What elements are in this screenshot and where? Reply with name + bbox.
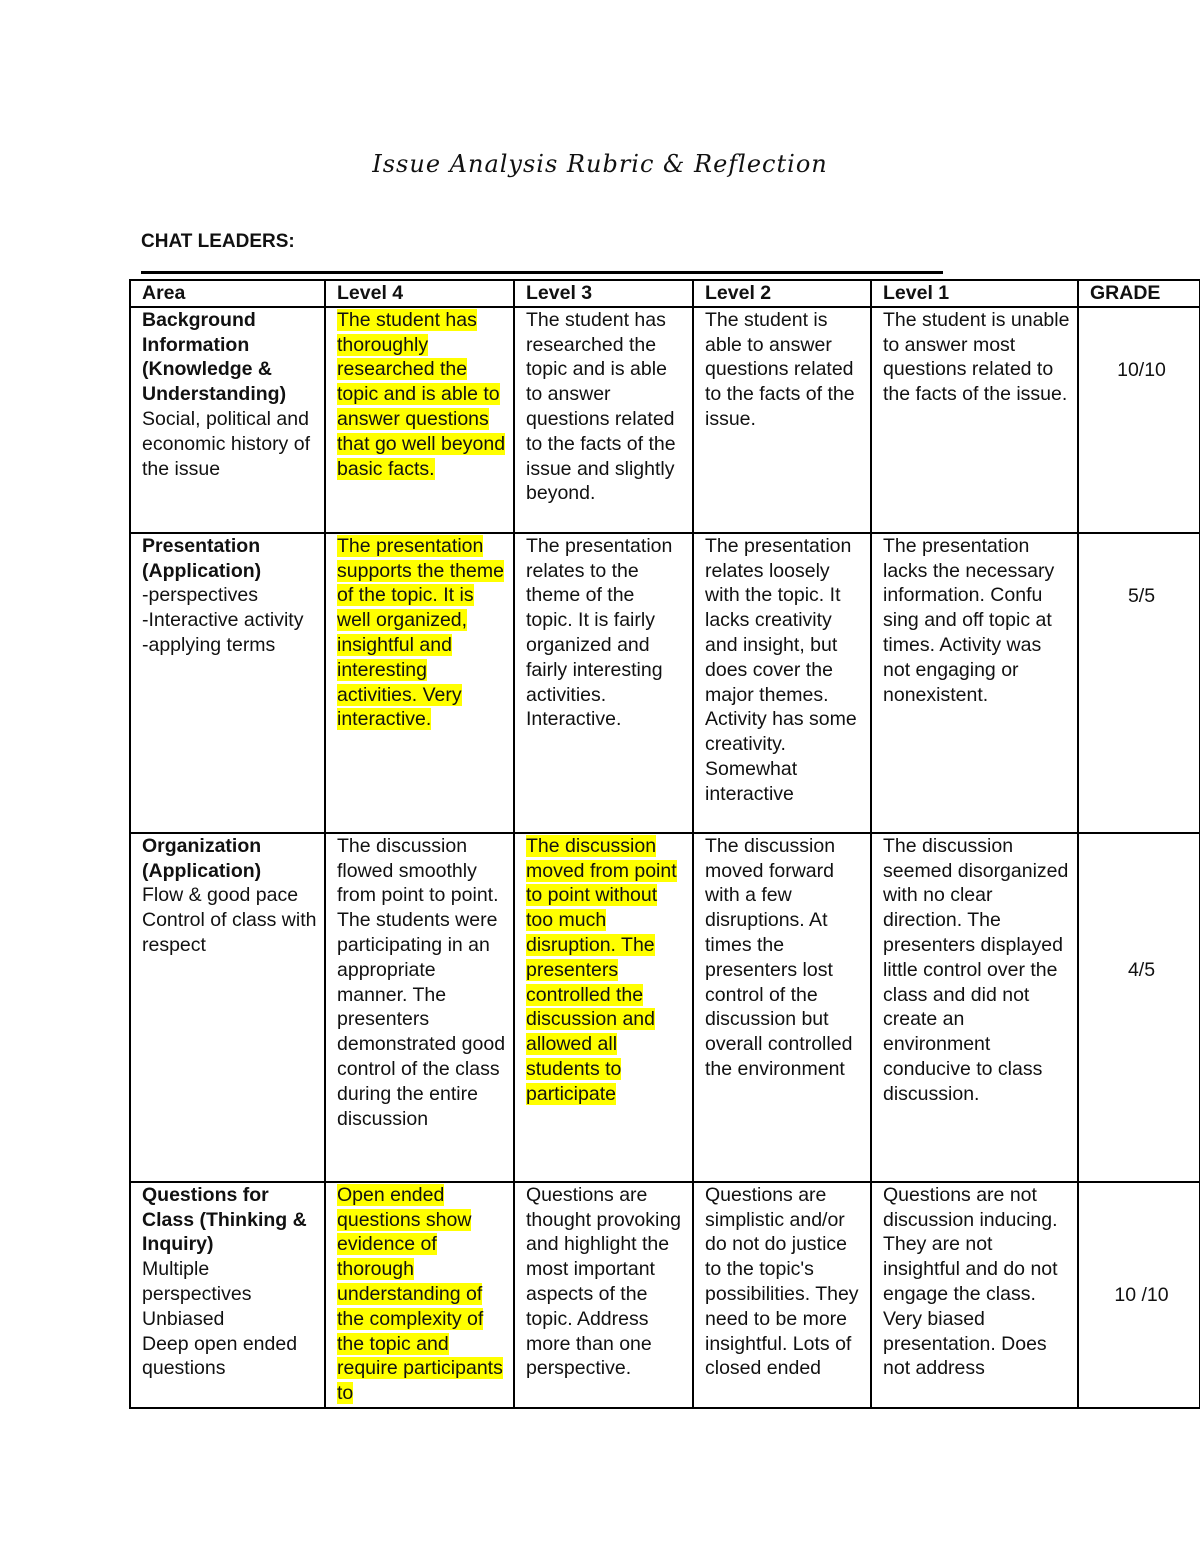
page-title: Issue Analysis Rubric & Reflection xyxy=(372,150,828,178)
level-3-cell xyxy=(514,833,693,1182)
rubric-table xyxy=(129,279,1200,1409)
level-2-cell xyxy=(693,307,871,533)
area-cell xyxy=(130,533,325,833)
header-grade: GRADE xyxy=(1078,280,1200,307)
level-3-text: The presentation relates to the theme of the topic. It is fairly organized and fairly interesting activities. Interactive. xyxy=(526,534,673,731)
chat-leaders-label: CHAT LEADERS: xyxy=(141,231,295,252)
area-cell xyxy=(130,1182,325,1408)
level-2-text: The presentation relates loosely with the topic. It lacks creativity and insight, but does cover the major themes. Activity has some creativity. Somewhat interactive xyxy=(705,534,857,805)
level-4-text: The discussion flowed smoothly from point to point. The students were participating in an appropriate manner. The presenters demonstrated good control of the class during the entire discussion xyxy=(337,834,506,1130)
grade-value: 10/10 xyxy=(1117,358,1166,381)
grade-cell xyxy=(1078,1182,1200,1408)
level-3-cell xyxy=(514,533,693,833)
level-4-cell xyxy=(325,1182,514,1408)
area-description: -perspectives -Interactive activity -applying terms xyxy=(142,584,304,656)
level-4-text: The presentation supports the theme of the topic. It is well organized, insightful and interesting activities. Very interactive. xyxy=(337,534,504,731)
header-row xyxy=(130,280,1200,307)
level-2-text: Questions are simplistic and/or do not do justice to the topic's possibilities. They need to be more insightful. Lots of closed ended xyxy=(705,1183,859,1380)
header-level-3: Level 3 xyxy=(514,280,693,307)
level-3-cell xyxy=(514,307,693,533)
area-name: Presentation (Application) xyxy=(142,534,262,582)
level-1-cell xyxy=(871,1182,1078,1408)
table-row xyxy=(130,533,1200,833)
header-level-2: Level 2 xyxy=(693,280,871,307)
level-4-text: The student has thoroughly researched the topic and is able to answer questions that go well beyond basic facts. xyxy=(337,308,506,480)
header-level-4: Level 4 xyxy=(325,280,514,307)
level-3-cell xyxy=(514,1182,693,1408)
level-2-text: The discussion moved forward with a few disruptions. At times the presenters lost control of the discussion but overall controlled the environment xyxy=(705,834,853,1080)
level-1-cell xyxy=(871,533,1078,833)
grade-cell xyxy=(1078,307,1200,533)
grade-cell xyxy=(1078,833,1200,1182)
level-4-cell xyxy=(325,833,514,1182)
grade-cell xyxy=(1078,533,1200,833)
area-name: Questions for Class (Thinking & Inquiry) xyxy=(142,1183,307,1256)
table-row xyxy=(130,833,1200,1182)
level-1-cell xyxy=(871,307,1078,533)
level-3-text: The student has researched the topic and is able to answer questions related to the facts of the issue and slightly beyond. xyxy=(526,308,676,505)
level-1-text: The student is unable to answer most questions related to the facts of the issue. xyxy=(883,308,1070,406)
level-1-text: The discussion seemed disorganized with no clear direction. The presenters displayed little control over the class and did not create an environment conducive to class discussion. xyxy=(883,834,1069,1105)
level-4-cell xyxy=(325,533,514,833)
level-1-cell xyxy=(871,833,1078,1182)
level-1-text: Questions are not discussion inducing. They are not insightful and do not engage the class. Very biased presentation. Does not address xyxy=(883,1183,1058,1380)
level-2-cell xyxy=(693,833,871,1182)
grade-value: 4/5 xyxy=(1127,958,1156,981)
grade-value: 10 /10 xyxy=(1114,1283,1169,1306)
area-name: Organization (Application) xyxy=(142,834,262,882)
header-level-1: Level 1 xyxy=(871,280,1078,307)
table-row xyxy=(130,1182,1200,1408)
table-row xyxy=(130,307,1200,533)
level-1-text: The presentation lacks the necessary information. Confu sing and off topic at times. Activity was not engaging or nonexistent. xyxy=(883,534,1055,706)
header-area: Area xyxy=(130,280,325,307)
level-2-cell xyxy=(693,533,871,833)
area-description: Flow & good pace Control of class with respect xyxy=(142,884,317,956)
level-3-text: Questions are thought provoking and highlight the most important aspects of the topic. Address more than one perspective. xyxy=(526,1183,682,1380)
area-cell xyxy=(130,307,325,533)
area-name: Background Information (Knowledge & Understanding) xyxy=(142,308,287,406)
level-2-text: The student is able to answer questions related to the facts of the issue. xyxy=(705,308,855,430)
level-4-cell xyxy=(325,307,514,533)
area-cell xyxy=(130,833,325,1182)
level-3-text: The discussion moved from point to point without too much disruption. The presenters controlled the discussion and allowed all students to participate xyxy=(526,834,677,1105)
area-description: Social, political and economic history of the issue xyxy=(142,407,310,480)
grade-value: 5/5 xyxy=(1127,584,1156,607)
area-description: Multiple perspectives Unbiased Deep open ended questions xyxy=(142,1258,298,1380)
chat-leaders-line xyxy=(141,271,943,274)
level-4-text: Open ended questions show evidence of thorough understanding of the complexity of the topic and require participants to xyxy=(337,1183,503,1405)
level-2-cell xyxy=(693,1182,871,1408)
